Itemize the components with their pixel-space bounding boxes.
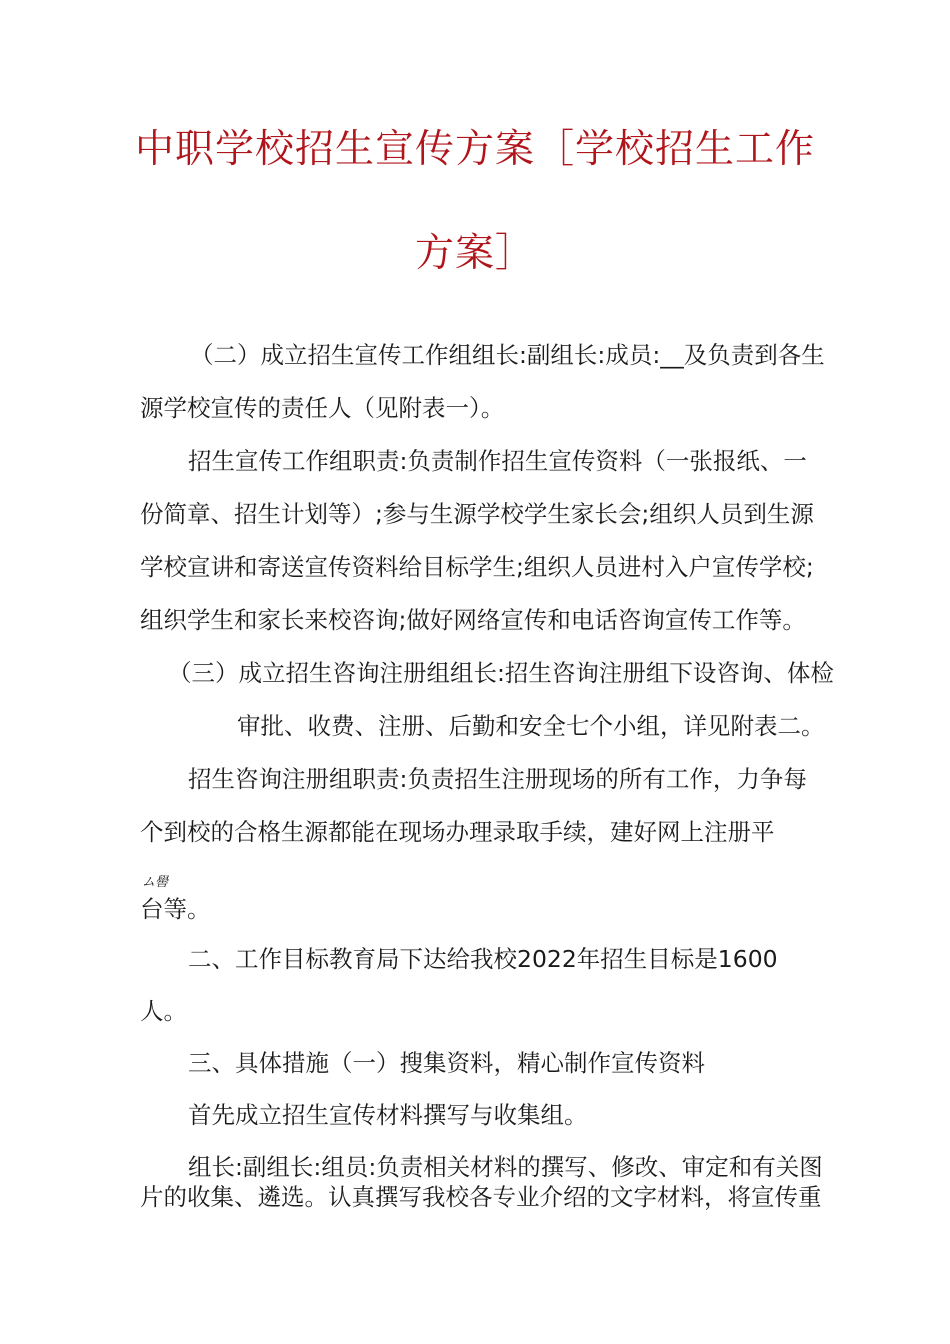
paragraph-line-9: 招生咨询注册组职责:负责招生注册现场的所有工作，力争每 [188, 765, 807, 793]
paragraph-line-12: 二、工作目标教育局下达给我校2022年招生目标是1600 [188, 945, 778, 973]
document-title-line-2: 方案］ [414, 231, 535, 276]
paragraph-line-14: 三、具体措施（一）搜集资料，精心制作宣传资料 [188, 1049, 705, 1077]
paragraph-line-8: 审批、收费、注册、后勤和安全七个小组，详见附表二。 [237, 712, 825, 740]
paragraph-line-1: （二）成立招生宣传工作组组长:副组长:成员:__及负责到各生 [190, 341, 825, 369]
paragraph-line-2: 源学校宣传的责任人（见附表一）。 [140, 394, 505, 422]
paragraph-line-15: 首先成立招生宣传材料撰写与收集组。 [188, 1101, 588, 1129]
paragraph-line-11: 台等。 [140, 895, 211, 923]
paragraph-line-4: 份简章、招生计划等）;参与生源学校学生家长会;组织人员到生源 [140, 500, 814, 528]
ocr-artifact-mark: ム嚳 [142, 875, 169, 890]
paragraph-line-7: （三）成立招生咨询注册组组长:招生咨询注册组下设咨询、体检 [168, 659, 834, 687]
paragraph-line-10: 个到校的合格生源都能在现场办理录取手续，建好网上注册平 [140, 818, 775, 846]
paragraph-line-13: 人。 [140, 997, 187, 1025]
paragraph-line-16: 组长:副组长:组员:负责相关材料的撰写、修改、审定和有关图 [188, 1153, 823, 1181]
document-title-line-1: 中职学校招生宣传方案［学校招生工作 [134, 127, 815, 172]
paragraph-line-5: 学校宣讲和寄送宣传资料给目标学生;组织人员进村入户宣传学校; [140, 553, 814, 581]
paragraph-line-17: 片的收集、遴选。认真撰写我校各专业介绍的文字材料，将宣传重 [140, 1183, 822, 1211]
paragraph-line-3: 招生宣传工作组职责:负责制作招生宣传资料（一张报纸、一 [188, 447, 807, 475]
paragraph-line-6: 组织学生和家长来校咨询;做好网络宣传和电话咨询宣传工作等。 [140, 606, 806, 634]
